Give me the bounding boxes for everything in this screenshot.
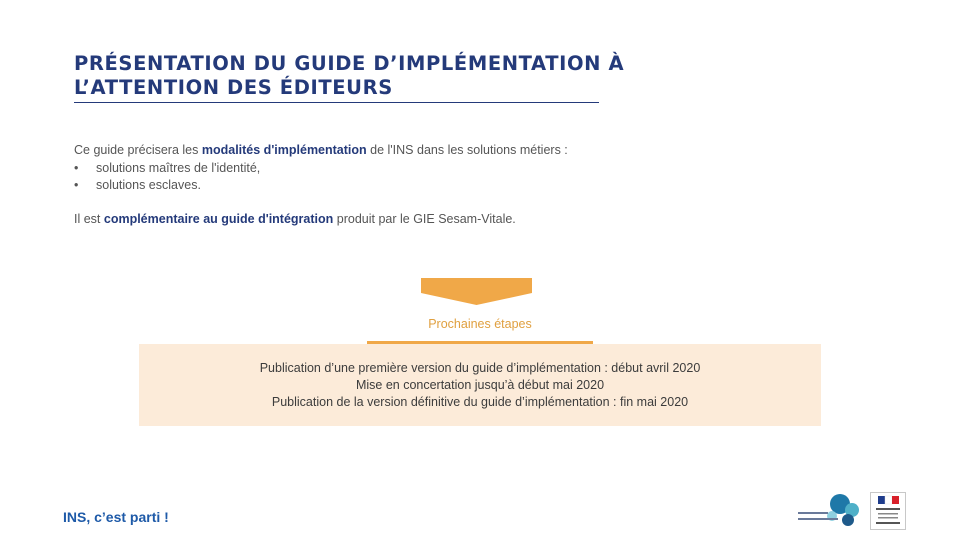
ans-logo	[796, 492, 866, 530]
next-step-item: Publication d’une première version du guide d’implémentation : début avril 2020	[259, 361, 701, 375]
bullet-item	[74, 160, 894, 178]
bullet-marker: •	[74, 160, 79, 175]
body-text	[74, 142, 894, 228]
intro-paragraph	[74, 142, 894, 160]
page-title-line-2: L’ATTENTION DES ÉDITEURS	[74, 76, 393, 99]
footer-slogan: INS, c’est parti !	[63, 509, 169, 525]
complement-paragraph	[74, 211, 894, 229]
intro-post: de l'INS dans les solutions métiers :	[366, 143, 568, 157]
bullet-text: solutions esclaves.	[96, 178, 201, 192]
intro-pre: Ce guide précisera les	[74, 143, 202, 157]
intro-bold: modalités d'implémentation	[201, 143, 367, 157]
next-steps-heading: Prochaines étapes	[428, 317, 532, 331]
title-underline	[74, 102, 599, 103]
next-step-item: Mise en concertation jusqu’à début mai 2020	[355, 378, 605, 392]
page-title	[74, 52, 774, 100]
next-step-item: Publication de la version définitive du guide d’implémentation : fin mai 2020	[271, 395, 689, 409]
complement-pre: Il est	[74, 211, 104, 226]
complement-post: produit par le GIE Sesam-Vitale.	[333, 211, 516, 226]
republique-francaise-logo	[870, 492, 906, 530]
bullet-marker: •	[74, 178, 79, 192]
bullet-item	[74, 177, 894, 195]
bullet-text: solutions maîtres de l'identité,	[96, 160, 261, 175]
page-title-line-1: PRÉSENTATION DU GUIDE D’IMPLÉMENTATION À	[74, 52, 625, 75]
complement-bold: complémentaire au guide d'intégration	[103, 211, 334, 226]
next-steps-list	[139, 360, 821, 411]
down-arrow-icon	[421, 278, 532, 305]
